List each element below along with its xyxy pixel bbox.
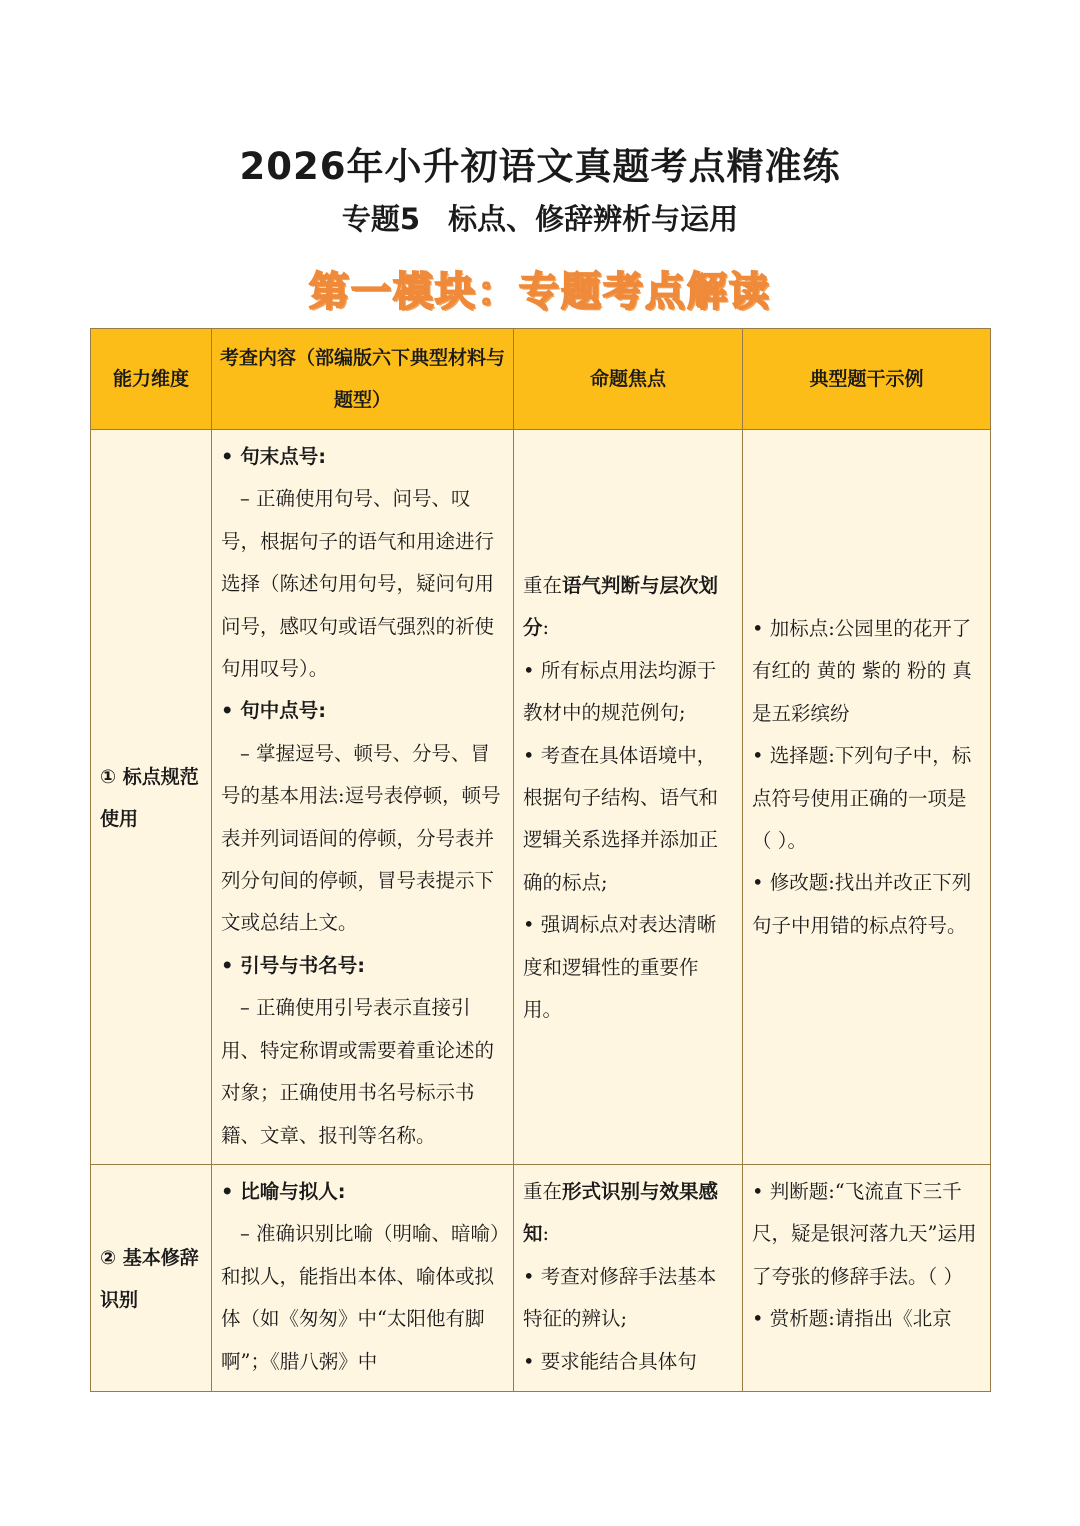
column-header: 典型题干示例 xyxy=(743,329,991,430)
dimension-cell xyxy=(91,430,212,1165)
column-header: 能力维度 xyxy=(91,329,212,430)
dimension-label: ② 基本修辞识别 xyxy=(100,1246,199,1311)
focus-cell xyxy=(514,1165,743,1392)
content-heading: • 比喻与拟人: xyxy=(221,1180,346,1203)
example-item: • 赏析题:请指出《北京 xyxy=(752,1307,952,1331)
content-heading: • 句末点号: xyxy=(221,445,327,468)
focus-point: • 考查在具体语境中，根据句子结构、语气和逻辑关系选择并添加正确的标点; xyxy=(523,743,719,894)
content-body: – 掌握逗号、顿号、分号、冒号的基本用法:逗号表停顿，顿号表并列词语间的停顿，分号表并列分句间的停顿，冒号表提示下文或总结上文。 xyxy=(221,741,501,935)
page-subtitle xyxy=(0,197,1080,238)
subtitle-name: 标点、修辞辨析与运用 xyxy=(448,202,739,236)
focus-point: • 强调标点对表达清晰度和逻辑性的重要作用。 xyxy=(523,913,717,1022)
subtitle-topic: 专题5 xyxy=(341,202,421,236)
content-heading: • 引号与书名号: xyxy=(221,953,366,977)
table-row xyxy=(91,430,991,1165)
example-item: • 加标点:公园里的花开了 有红的 黄的 紫的 粉的 真是五彩缤纷 xyxy=(752,617,972,725)
content-body: – 正确使用引号表示直接引用、特定称谓或需要着重论述的对象；正确使用书名号标示书籍、文章、报刊等名称。 xyxy=(221,996,495,1147)
dimension-cell xyxy=(91,1165,212,1392)
column-header: 命题焦点 xyxy=(514,329,743,430)
page-title: 2026年小升初语文真题考点精准练 xyxy=(239,145,841,188)
table-row xyxy=(91,1165,991,1392)
example-cell xyxy=(743,1165,991,1392)
focus-point: • 考查对修辞手法基本特征的辨认; xyxy=(523,1264,717,1331)
column-header: 考查内容（部编版六下典型材料与题型） xyxy=(212,329,514,430)
content-cell xyxy=(212,1165,514,1392)
content-body: – 正确使用句号、问号、叹号，根据句子的语气和用途进行选择（陈述句用句号，疑问句用问号，感叹句或语气强烈的祈使句用叹号）。 xyxy=(221,487,495,681)
focus-intro: 重在形式识别与效果感知: xyxy=(523,1180,719,1246)
focus-cell xyxy=(514,430,743,1165)
content-cell xyxy=(212,430,514,1165)
module-title: 第一模块：专题考点解读 xyxy=(309,269,771,315)
focus-point: • 要求能结合具体句 xyxy=(523,1349,697,1373)
example-item: • 选择题:下列句子中，标点符号使用正确的一项是（ ）。 xyxy=(752,744,972,853)
exam-points-table xyxy=(90,328,991,1392)
example-item: • 修改题:找出并改正下列句子中用错的标点符号。 xyxy=(752,871,972,937)
example-cell xyxy=(743,430,991,1165)
content-body: – 准确识别比喻（明喻、暗喻）和拟人，能指出本体、喻体或拟体（如《匆匆》中“太阳他有脚啊”；《腊八粥》中 xyxy=(221,1222,500,1373)
focus-intro: 重在语气判断与层次划分: xyxy=(523,574,719,640)
dimension-label: ① 标点规范使用 xyxy=(100,765,199,830)
focus-point: • 所有标点用法均源于教材中的规范例句; xyxy=(523,658,717,725)
example-item: • 判断题:“飞流直下三千尺，疑是银河落九天”运用了夸张的修辞手法。（ ） xyxy=(752,1180,977,1288)
content-heading: • 句中点号: xyxy=(221,699,327,723)
table-header-row xyxy=(91,329,991,430)
